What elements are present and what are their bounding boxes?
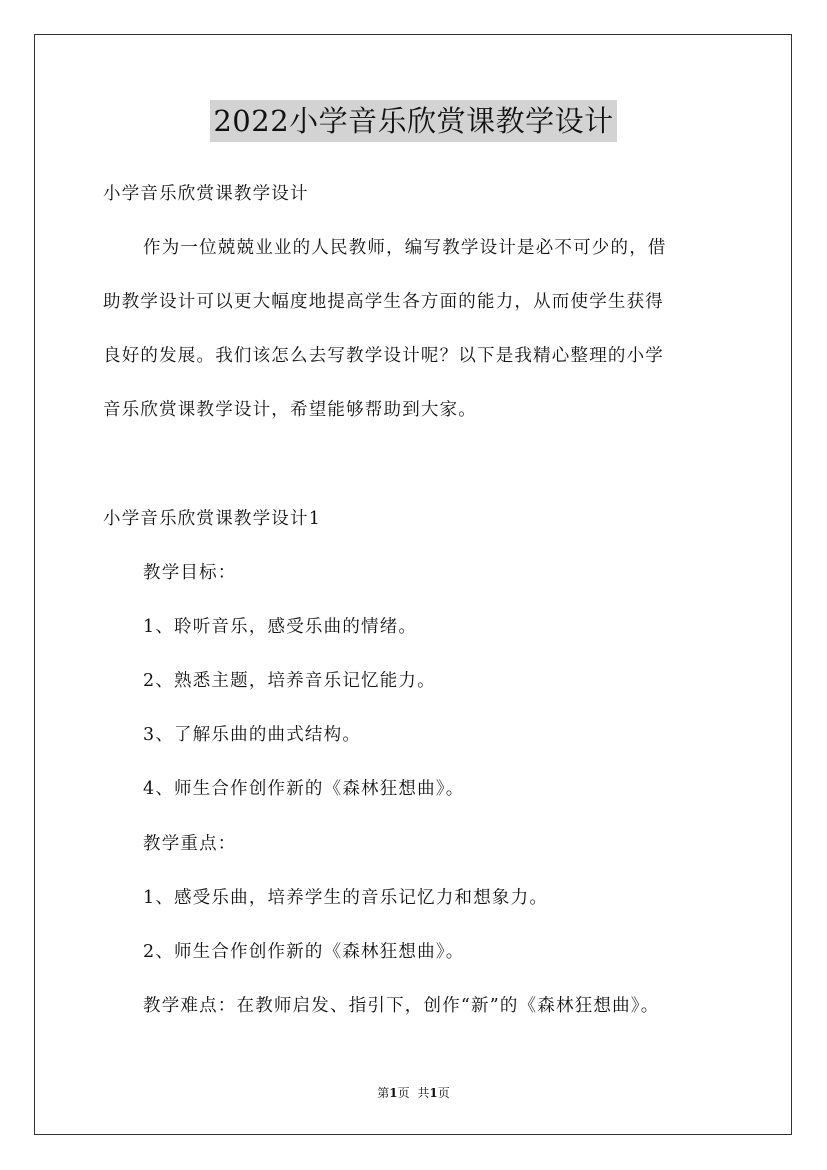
footer-page-number: 1 (389, 1086, 398, 1100)
footer-page-suffix: 页 (397, 1086, 410, 1100)
goals-label: 教学目标： (143, 563, 237, 583)
intro-line-4: 音乐欣赏课教学设计，希望能够帮助到大家。 (103, 400, 477, 420)
page-footer (0, 1085, 827, 1101)
goal-item: 4、师生合作创作新的《森林狂想曲》。 (143, 779, 465, 799)
title-container (0, 100, 827, 142)
footer-total-suffix: 页 (437, 1086, 450, 1100)
subtitle: 小学音乐欣赏课教学设计 (103, 184, 309, 204)
focus-label: 教学重点： (143, 834, 237, 854)
intro-line-2: 助教学设计可以更大幅度地提高学生各方面的能力，从而使学生获得 (103, 292, 664, 312)
intro-line-1: 作为一位兢兢业业的人民教师，编写教学设计是必不可少的，借 (143, 238, 667, 258)
focus-item: 1、感受乐曲，培养学生的音乐记忆力和想象力。 (143, 888, 549, 908)
footer-total-number: 1 (429, 1086, 438, 1100)
footer-total-prefix: 共 (417, 1086, 430, 1100)
goal-item: 2、熟悉主题，培养音乐记忆能力。 (143, 671, 436, 691)
footer-page-prefix: 第 (377, 1086, 390, 1100)
difficulty-line: 教学难点：在教师启发、指引下，创作“新”的《森林狂想曲》。 (143, 996, 660, 1016)
intro-line-3: 良好的发展。我们该怎么去写教学设计呢？以下是我精心整理的小学 (103, 346, 664, 366)
goal-item: 3、了解乐曲的曲式结构。 (143, 725, 362, 745)
section-heading: 小学音乐欣赏课教学设计1 (103, 509, 322, 529)
focus-item: 2、师生合作创作新的《森林狂想曲》。 (143, 942, 465, 962)
document-title: 2022小学音乐欣赏课教学设计 (210, 100, 616, 142)
goal-item: 1、聆听音乐，感受乐曲的情绪。 (143, 617, 418, 637)
